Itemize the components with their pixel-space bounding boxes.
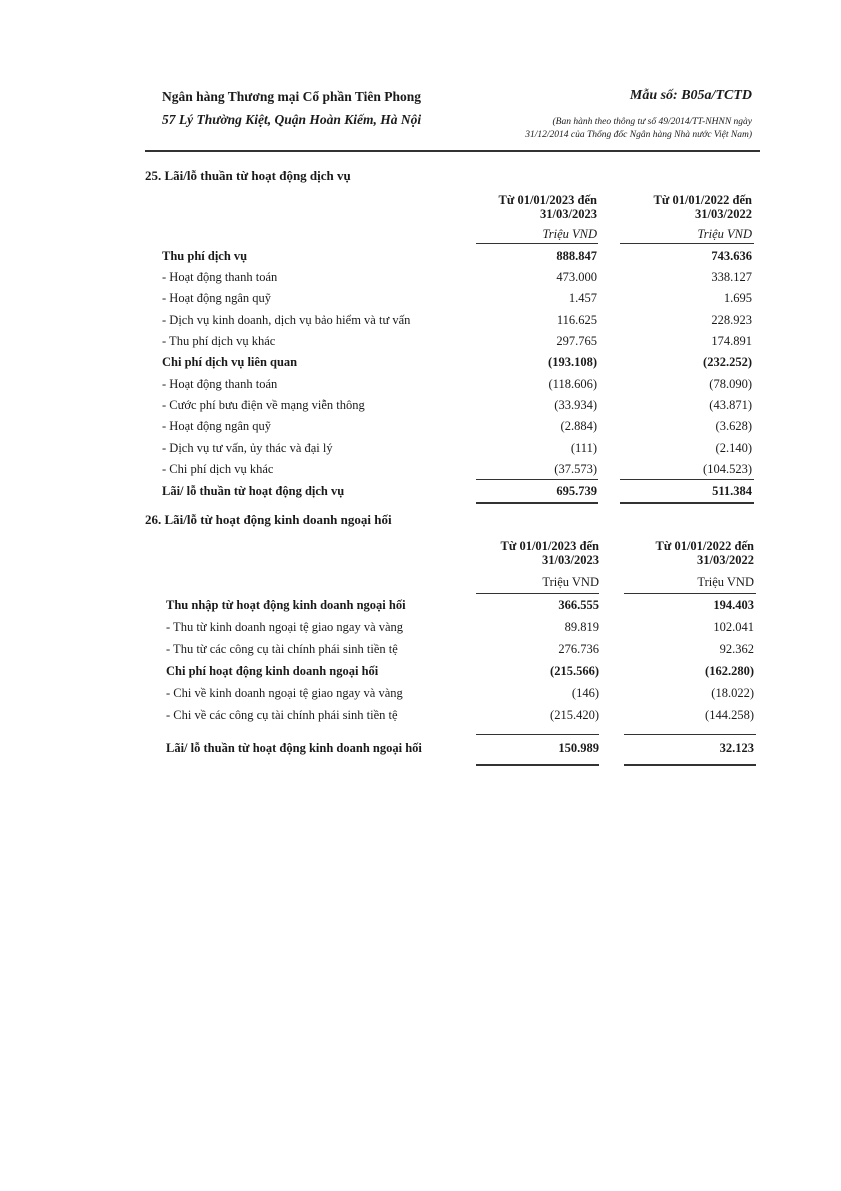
row-value-prior: 92.362 [719,642,754,656]
row-value-prior: 338.127 [711,270,752,284]
row-value-current: 695.739 [556,484,597,498]
row-label: - Dịch vụ tư vấn, ủy thác và đại lý [162,441,333,455]
row-value-current: 888.847 [556,249,597,263]
table-row [0,642,841,662]
row-label: - Cước phí bưu điện về mạng viễn thông [162,398,365,412]
row-value-current: 276.736 [558,642,599,656]
form-note-1: (Ban hành theo thông tư số 49/2014/TT-NHNN ngày [552,117,752,127]
row-value-prior: 174.891 [711,334,752,348]
table-row [0,598,841,618]
table-row [0,686,841,706]
row-value-current: 150.989 [558,741,599,755]
s25-col2-rule [620,243,754,244]
row-value-current: (2.884) [560,419,597,433]
row-value-prior: (162.280) [705,664,754,678]
s26-col1-line2: 31/03/2023 [542,553,599,567]
row-value-current: 473.000 [556,270,597,284]
row-value-prior: (18.022) [711,686,754,700]
row-value-current: 297.765 [556,334,597,348]
s26-col2-line1: Từ 01/01/2022 đến [655,539,754,553]
row-value-current: (118.606) [548,377,597,391]
row-value-prior: (78.090) [709,377,752,391]
s25-col2-header [654,193,753,221]
row-label: - Chi về kinh doanh ngoại tệ giao ngay và vàng [166,686,403,700]
table-row [0,419,841,439]
row-label: - Chi phí dịch vụ khác [162,462,274,476]
s25-col1-line1: Từ 01/01/2023 đến [498,193,597,207]
s26-col2-rule [624,593,756,594]
row-value-prior: 32.123 [719,741,754,755]
row-label: Chi phí hoạt động kinh doanh ngoại hối [166,664,379,678]
s26-col2-header [656,539,755,567]
row-value-prior: (3.628) [715,419,752,433]
section-25-title: 25. Lãi/lỗ thuần từ hoạt động dịch vụ [145,168,351,183]
row-value-current: 89.819 [564,620,599,634]
s25-unit2: Triệu VND [697,227,752,241]
form-number: Mẫu số: B05a/TCTD [629,88,752,103]
row-value-current: (146) [571,686,599,700]
row-label: - Dịch vụ kinh doanh, dịch vụ bảo hiểm và tư vấn [162,313,411,327]
form-note-2: 31/12/2014 của Thống đốc Ngân hàng Nhà nước Việt Nam) [525,130,752,140]
table-row [0,484,841,504]
table-row [0,313,841,333]
row-value-current: 366.555 [558,598,599,612]
table-row [0,334,841,354]
row-value-current: (111) [570,441,597,455]
row-label: - Hoạt động ngân quỹ [162,291,272,305]
row-value-current: (33.934) [554,398,597,412]
s26-unit2: Triệu VND [697,575,754,589]
row-value-current: (215.566) [550,664,599,678]
row-value-prior: 228.923 [711,313,752,327]
bank-name: Ngân hàng Thương mại Cổ phần Tiên Phong [162,89,422,104]
table-row [0,664,841,684]
row-value-prior: 102.041 [713,620,754,634]
table-row [0,377,841,397]
row-value-current: (193.108) [548,355,597,369]
s25-col1-line2: 31/03/2023 [540,207,597,221]
s25-col2-line1: Từ 01/01/2022 đến [653,193,752,207]
row-label: Thu phí dịch vụ [162,249,248,263]
row-label: Chi phí dịch vụ liên quan [162,355,298,369]
s25-double-rule-1 [476,502,598,504]
table-row [0,398,841,418]
row-value-prior: 194.403 [713,598,754,612]
row-value-prior: (104.523) [703,462,752,476]
row-label: - Thu phí dịch vụ khác [162,334,276,348]
row-label: - Hoạt động thanh toán [162,377,278,391]
s26-col1-rule [476,593,599,594]
table-row [0,249,841,269]
s26-double-rule-2 [624,764,756,766]
row-label: Lãi/ lỗ thuần từ hoạt động kinh doanh ngoại hối [166,741,422,755]
s26-col1-header [501,539,600,567]
bank-address: 57 Lý Thường Kiệt, Quận Hoàn Kiếm, Hà Nội [162,112,422,127]
table-row [0,441,841,461]
row-label: - Thu từ các công cụ tài chính phái sinh tiền tệ [166,642,398,656]
table-row [0,270,841,290]
row-label: - Hoạt động thanh toán [162,270,278,284]
table-row [0,708,841,728]
section-26-title: 26. Lãi/lỗ từ hoạt động kinh doanh ngoại hối [145,512,392,527]
row-value-current: (215.420) [550,708,599,722]
row-label: - Chi về các công cụ tài chính phái sinh tiền tệ [166,708,398,722]
row-value-prior: 743.636 [711,249,752,263]
s25-col1-rule [476,243,598,244]
s26-unit1: Triệu VND [542,575,599,589]
s25-total-rule-2 [620,479,754,480]
s25-unit1: Triệu VND [542,227,597,241]
row-value-current: 1.457 [568,291,597,305]
row-value-prior: 1.695 [723,291,752,305]
table-row [0,355,841,375]
row-value-current: 116.625 [556,313,597,327]
s25-total-rule-1 [476,479,598,480]
table-row [0,291,841,311]
row-value-prior: (232.252) [703,355,752,369]
row-value-prior: 511.384 [712,484,752,498]
s26-col1-line1: Từ 01/01/2023 đến [500,539,599,553]
row-label: - Hoạt động ngân quỹ [162,419,272,433]
table-row [0,620,841,640]
table-row [0,741,841,761]
s26-double-rule-1 [476,764,599,766]
row-value-current: (37.573) [554,462,597,476]
s25-col2-line2: 31/03/2022 [695,207,752,221]
row-value-prior: (144.258) [705,708,754,722]
row-value-prior: (2.140) [715,441,752,455]
row-label: Thu nhập từ hoạt động kinh doanh ngoại hối [166,598,406,612]
row-label: - Thu từ kinh doanh ngoại tệ giao ngay và vàng [166,620,404,634]
row-label: Lãi/ lỗ thuần từ hoạt động dịch vụ [162,484,345,498]
s26-total-rule-1 [476,734,599,735]
s25-double-rule-2 [620,502,754,504]
header-rule [145,150,760,152]
s26-col2-line2: 31/03/2022 [697,553,754,567]
s26-total-rule-2 [624,734,756,735]
row-value-prior: (43.871) [709,398,752,412]
s25-col1-header [499,193,598,221]
